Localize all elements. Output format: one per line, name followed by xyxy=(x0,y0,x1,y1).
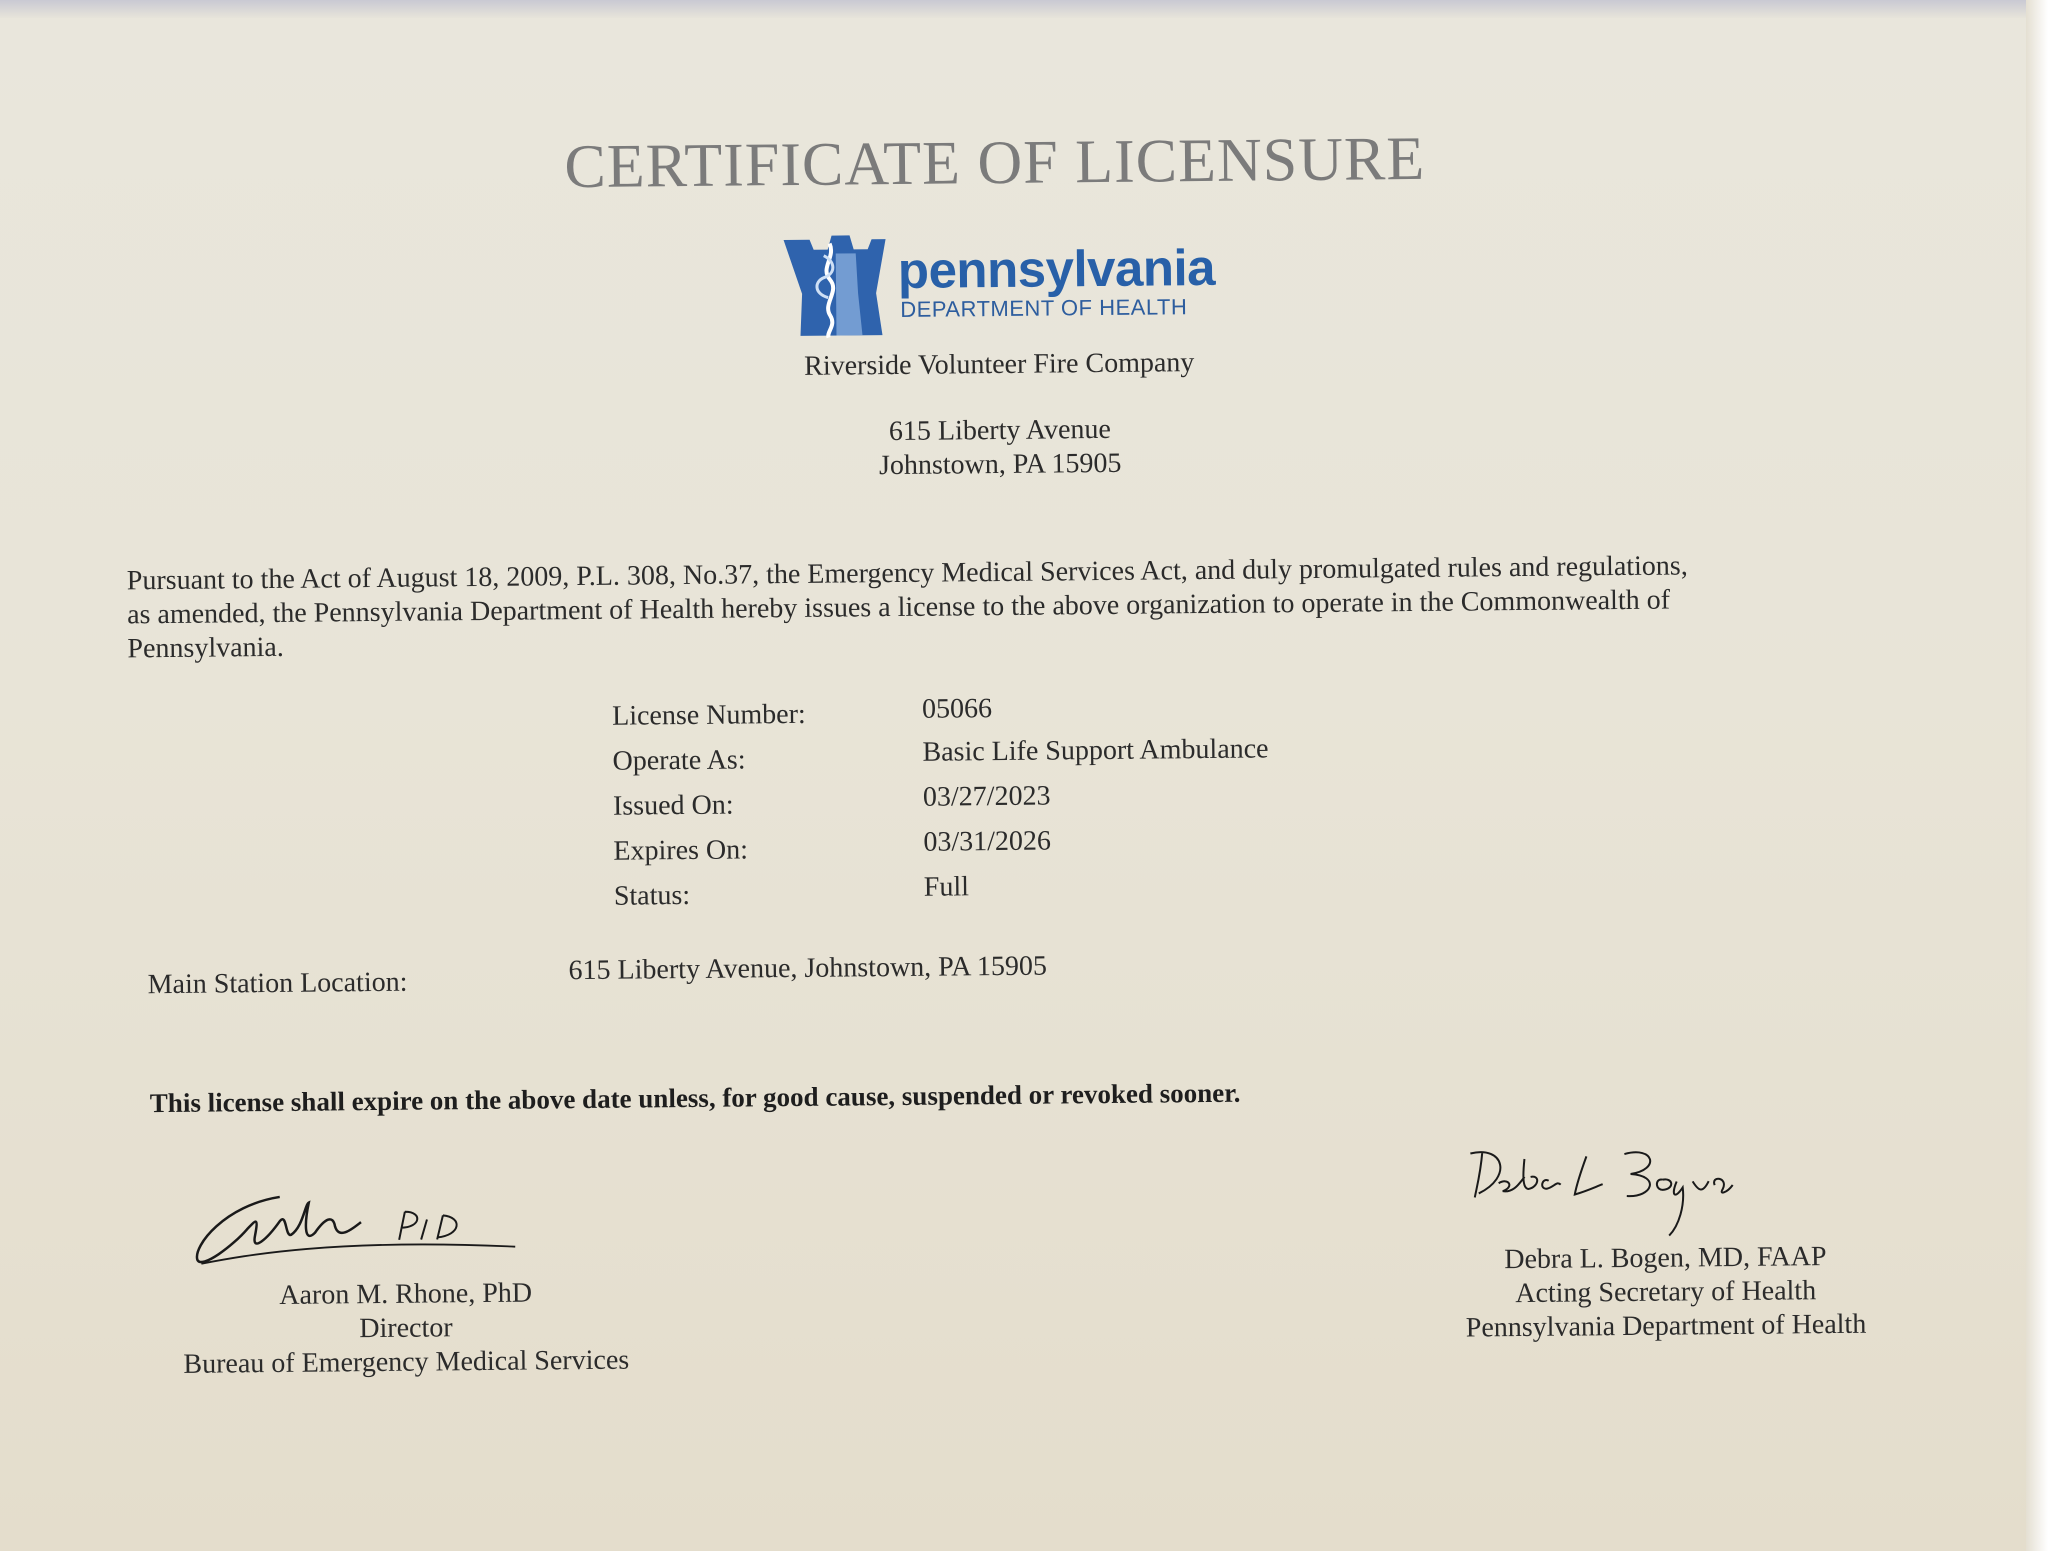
paragraph-line: as amended, the Pennsylvania Department of Health hereby issues a license to the above organization to operate in the Commonwealth of xyxy=(126,584,1671,631)
expiration-notice: This license shall expire on the above date unless, for good cause, suspended or revoked sooner. xyxy=(149,1077,1241,1119)
license-number-value: 05066 xyxy=(921,693,993,725)
license-number-label: License Number: xyxy=(611,698,806,732)
logo-wordmark: pennsylvania xyxy=(897,238,1216,299)
right-signatory-title: Acting Secretary of Health xyxy=(1515,1275,1817,1310)
address-line-1: 615 Liberty Avenue xyxy=(888,413,1111,448)
main-station-label: Main Station Location: xyxy=(147,966,408,1001)
left-signatory-name: Aaron M. Rhone, PhD xyxy=(279,1277,533,1311)
operate-as-label: Operate As: xyxy=(612,744,746,777)
status-value: Full xyxy=(923,871,970,903)
pa-health-logo xyxy=(780,230,1216,344)
address-line-2: Johnstown, PA 15905 xyxy=(878,447,1122,482)
paragraph-line: Pennsylvania. xyxy=(127,631,284,665)
organization-name: Riverside Volunteer Fire Company xyxy=(804,347,1195,382)
left-signatory xyxy=(136,1275,677,1382)
right-signatory-org: Pennsylvania Department of Health xyxy=(1465,1308,1867,1344)
issued-on-label: Issued On: xyxy=(612,789,734,822)
left-signatory-org: Bureau of Emergency Medical Services xyxy=(183,1344,630,1380)
right-signature xyxy=(1464,1135,1765,1248)
status-label: Status: xyxy=(613,879,691,912)
paragraph-line: Pursuant to the Act of August 18, 2009, P.L. 308, No.37, the Emergency Medical Services Act, and duly promulgated rules and regulations, xyxy=(126,550,1688,597)
left-signatory-title: Director xyxy=(359,1312,453,1345)
expires-on-value: 03/31/2026 xyxy=(923,825,1052,858)
left-signature xyxy=(185,1173,526,1286)
right-signatory-name: Debra L. Bogen, MD, FAAP xyxy=(1504,1241,1827,1276)
main-station-value: 615 Liberty Avenue, Johnstown, PA 15905 xyxy=(568,950,1048,987)
right-signatory xyxy=(1395,1239,1936,1346)
legal-paragraph xyxy=(127,548,1808,666)
certificate-title: CERTIFICATE OF LICENSURE xyxy=(564,124,1426,202)
expires-on-label: Expires On: xyxy=(613,834,749,867)
keystone-caduceus-icon xyxy=(780,233,891,344)
issued-on-value: 03/27/2023 xyxy=(922,780,1051,813)
logo-department: DEPARTMENT OF HEALTH xyxy=(900,294,1188,322)
operate-as-value: Basic Life Support Ambulance xyxy=(922,733,1269,768)
